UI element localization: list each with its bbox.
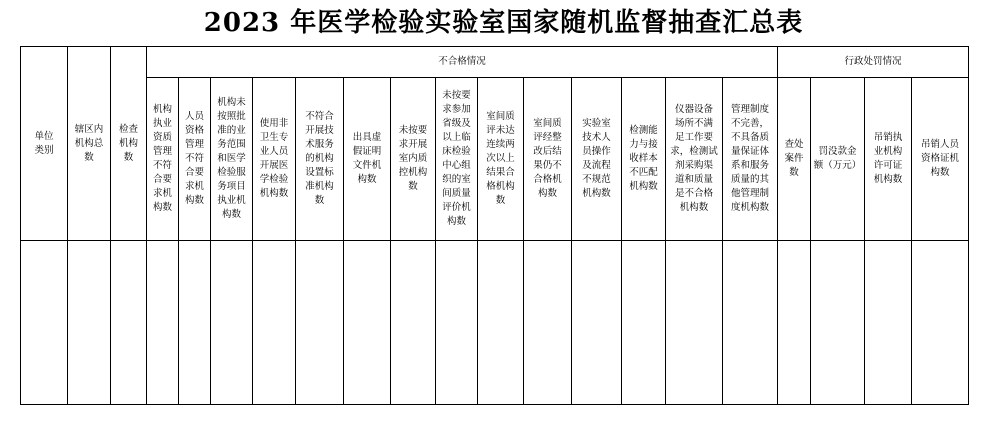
header-noncompliance-col-11 <box>572 78 622 241</box>
table-cell[interactable] <box>391 241 436 405</box>
header-penalty-col-1 <box>778 78 811 241</box>
table-cell[interactable] <box>253 241 296 405</box>
header-noncompliance-col-10 <box>524 78 572 241</box>
header-unit-type-label: 单位 类别 <box>34 130 54 156</box>
header-column-row <box>21 78 969 241</box>
table-cell[interactable] <box>811 241 865 405</box>
header-noncompliance-col-6-label: 出具虚 假证明 文件机 构数 <box>352 132 382 185</box>
header-noncompliance-col-4-label: 使用非 卫生专 业人员 开展医 学检验 机构数 <box>259 118 289 199</box>
header-penalty-col-2-label: 罚没款金 额（万元） <box>813 146 862 171</box>
header-penalty-col-4 <box>912 78 969 241</box>
group-noncompliance-label: 不合格情况 <box>438 56 486 67</box>
header-noncompliance-col-1 <box>147 78 179 241</box>
header-noncompliance-col-10-label: 室间质 评经整 改后结 果仍不 合格机 构数 <box>533 118 562 199</box>
table-row <box>21 241 969 405</box>
header-noncompliance-col-12-label: 检测能 力与接 收样本 不匹配 机构数 <box>629 125 658 192</box>
table-cell[interactable] <box>344 241 391 405</box>
header-noncompliance-col-8-label: 未按要 求参加 省级及 以上临 床检验 中心组 织的室 间质量 评价机 构数 <box>442 90 471 227</box>
header-noncompliance-col-11-label: 实验室 技术人 员操作 及流程 不规范 机构数 <box>582 118 611 199</box>
table-cell[interactable] <box>912 241 969 405</box>
header-inspected-label: 检查 机构 数 <box>118 123 138 163</box>
header-noncompliance-col-13 <box>666 78 723 241</box>
table-cell[interactable] <box>572 241 622 405</box>
header-noncompliance-col-2-label: 人员 资格 管理 不符 合要 求机 构数 <box>184 111 204 206</box>
header-noncompliance-col-5-label: 不符合 开展技 术服务 的机构 设置标 准机构 数 <box>305 111 334 206</box>
header-noncompliance-col-3-label: 机构未 按照批 准的业 务范围 和医学 检验服 务项目 执业机 构数 <box>217 97 246 220</box>
header-district-total-label: 辖区内 机构总 数 <box>74 123 104 163</box>
header-penalty-col-4-label: 吊销人员 资格证机 构数 <box>921 139 960 178</box>
summary-table <box>20 46 969 405</box>
table-cell[interactable] <box>21 241 68 405</box>
header-penalty-col-3-label: 吊销执 业机构 许可证 机构数 <box>873 132 903 185</box>
header-penalty-col-3 <box>865 78 912 241</box>
table-cell[interactable] <box>778 241 811 405</box>
header-noncompliance-col-2 <box>179 78 211 241</box>
header-noncompliance-col-8 <box>436 78 478 241</box>
header-noncompliance-col-5 <box>296 78 344 241</box>
table-cell[interactable] <box>723 241 778 405</box>
table-cell[interactable] <box>68 241 111 405</box>
header-noncompliance-col-14-label: 管理制度 不完善， 不具备质 量保证体 系和服务 质量的其 他管理制 度机构数 <box>731 104 770 213</box>
table-cell[interactable] <box>666 241 723 405</box>
table-cell[interactable] <box>436 241 478 405</box>
header-penalty-col-2 <box>811 78 865 241</box>
group-admin-penalty-label: 行政处罚情况 <box>844 56 902 67</box>
header-noncompliance-col-14 <box>723 78 778 241</box>
group-admin-penalty <box>778 47 969 78</box>
table-cell[interactable] <box>111 241 147 405</box>
header-noncompliance-col-7-label: 未按要 求开展 室内质 控机构 数 <box>398 125 428 192</box>
header-penalty-col-1-label: 查处 案件 数 <box>784 139 804 178</box>
table-cell[interactable] <box>524 241 572 405</box>
table-cell[interactable] <box>622 241 666 405</box>
table-cell[interactable] <box>478 241 524 405</box>
group-noncompliance <box>147 47 778 78</box>
header-district-total <box>68 47 111 241</box>
header-noncompliance-col-9-label: 室间质 评未达 连续两 次以上 结果合 格机构 数 <box>486 111 515 206</box>
header-group-row <box>21 47 969 78</box>
table-cell[interactable] <box>179 241 211 405</box>
header-noncompliance-col-7 <box>391 78 436 241</box>
header-noncompliance-col-9 <box>478 78 524 241</box>
header-inspected <box>111 47 147 241</box>
header-noncompliance-col-1-label: 机构 执业 资质 管理 不符 合要 求机 构数 <box>152 104 172 213</box>
header-noncompliance-col-3 <box>211 78 253 241</box>
header-unit-type <box>21 47 68 241</box>
header-noncompliance-col-6 <box>344 78 391 241</box>
header-noncompliance-col-12 <box>622 78 666 241</box>
table-cell[interactable] <box>147 241 179 405</box>
page-title: 2023 年医学检验实验室国家随机监督抽查汇总表 <box>203 8 804 38</box>
table-cell[interactable] <box>211 241 253 405</box>
table-cell[interactable] <box>865 241 912 405</box>
header-noncompliance-col-13-label: 仪器设备 场所不满 足工作要 求，检测试 剂采购渠 道和质量 是不合格 机构数 <box>670 104 718 213</box>
header-noncompliance-col-4 <box>253 78 296 241</box>
table-cell[interactable] <box>296 241 344 405</box>
